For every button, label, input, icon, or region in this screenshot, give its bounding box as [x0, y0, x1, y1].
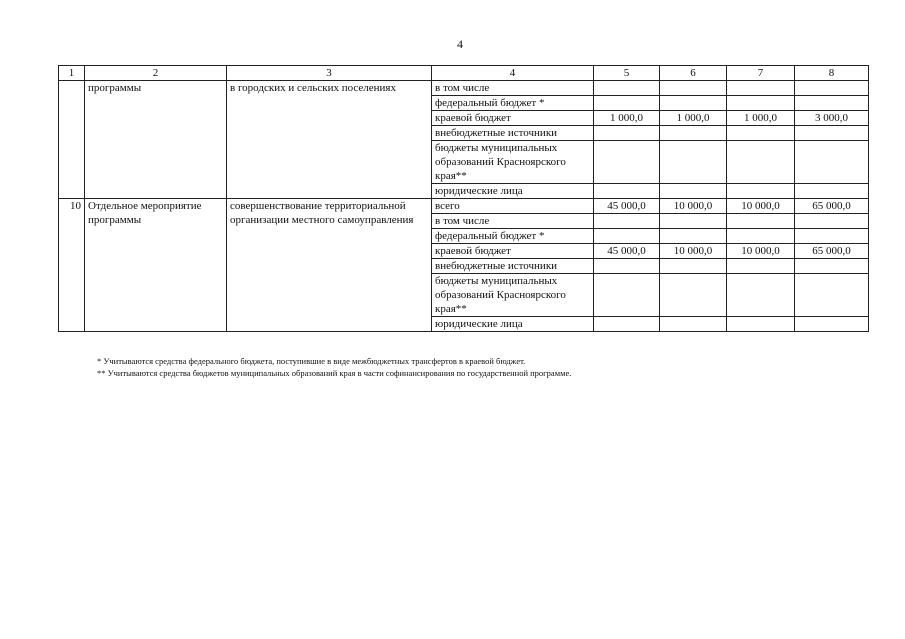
value-cell [594, 184, 660, 199]
value-cell: 45 000,0 [594, 244, 660, 259]
value-cell: 10 000,0 [660, 199, 727, 214]
header-row [59, 66, 869, 81]
activity-purpose: совершенствование территориальной организации местного самоуправления [227, 199, 432, 332]
column-header-2: 2 [85, 66, 227, 81]
funding-source: федеральный бюджет * [432, 229, 594, 244]
value-cell: 1 000,0 [594, 111, 660, 126]
activity-name: Отдельное мероприятие программы [85, 199, 227, 332]
value-cell: 1 000,0 [727, 111, 795, 126]
value-cell [660, 96, 727, 111]
value-cell [727, 81, 795, 96]
value-cell [594, 96, 660, 111]
value-cell [795, 259, 869, 274]
value-cell [660, 229, 727, 244]
value-cell [795, 81, 869, 96]
value-cell: 65 000,0 [795, 199, 869, 214]
value-cell [795, 214, 869, 229]
activity-name: программы [85, 81, 227, 199]
value-cell [594, 214, 660, 229]
funding-source: бюджеты муниципальных образований Красноярского края** [432, 274, 594, 317]
value-cell [795, 141, 869, 184]
value-cell [727, 317, 795, 332]
value-cell [727, 126, 795, 141]
value-cell [660, 274, 727, 317]
value-cell [660, 259, 727, 274]
column-header-6: 6 [660, 66, 727, 81]
table-row [59, 199, 869, 214]
page-number: 4 [457, 37, 463, 51]
activity-purpose: в городских и сельских поселениях [227, 81, 432, 199]
footnotes [97, 355, 571, 379]
value-cell [660, 141, 727, 184]
value-cell [660, 214, 727, 229]
column-header-3: 3 [227, 66, 432, 81]
funding-source: внебюджетные источники [432, 126, 594, 141]
value-cell: 10 000,0 [727, 199, 795, 214]
value-cell [660, 317, 727, 332]
column-header-5: 5 [594, 66, 660, 81]
value-cell [594, 126, 660, 141]
value-cell [727, 184, 795, 199]
value-cell [727, 96, 795, 111]
value-cell: 1 000,0 [660, 111, 727, 126]
funding-source: всего [432, 199, 594, 214]
funding-source: юридические лица [432, 317, 594, 332]
value-cell [660, 184, 727, 199]
value-cell [594, 141, 660, 184]
funding-source: краевой бюджет [432, 244, 594, 259]
value-cell [795, 184, 869, 199]
value-cell [795, 96, 869, 111]
row-index: 10 [59, 199, 85, 332]
value-cell [727, 214, 795, 229]
value-cell [594, 259, 660, 274]
footnote-municipal: ** Учитываются средства бюджетов муниципальных образований края в части софинансирования по государственной программе. [97, 368, 572, 378]
value-cell [795, 274, 869, 317]
value-cell: 3 000,0 [795, 111, 869, 126]
value-cell [594, 274, 660, 317]
funding-source: краевой бюджет [432, 111, 594, 126]
column-header-7: 7 [727, 66, 795, 81]
row-index [59, 81, 85, 199]
value-cell [594, 81, 660, 96]
value-cell [727, 229, 795, 244]
funding-source: внебюджетные источники [432, 259, 594, 274]
value-cell [795, 126, 869, 141]
value-cell: 10 000,0 [660, 244, 727, 259]
value-cell [795, 317, 869, 332]
column-header-1: 1 [59, 66, 85, 81]
value-cell: 65 000,0 [795, 244, 869, 259]
value-cell [594, 317, 660, 332]
funding-source: в том числе [432, 214, 594, 229]
funding-source: бюджеты муниципальных образований Красноярского края** [432, 141, 594, 184]
value-cell: 45 000,0 [594, 199, 660, 214]
value-cell [795, 229, 869, 244]
column-header-4: 4 [432, 66, 594, 81]
value-cell [727, 141, 795, 184]
funding-source: юридические лица [432, 184, 594, 199]
value-cell: 10 000,0 [727, 244, 795, 259]
column-header-8: 8 [795, 66, 869, 81]
value-cell [727, 274, 795, 317]
budget-table [58, 65, 869, 332]
funding-source: в том числе [432, 81, 594, 96]
funding-source: федеральный бюджет * [432, 96, 594, 111]
value-cell [727, 259, 795, 274]
value-cell [660, 81, 727, 96]
value-cell [594, 229, 660, 244]
value-cell [660, 126, 727, 141]
footnote-federal: * Учитываются средства федерального бюджета, поступившие в виде межбюджетных трансфертов в краевой бюджет. [97, 356, 526, 366]
table-row [59, 81, 869, 96]
